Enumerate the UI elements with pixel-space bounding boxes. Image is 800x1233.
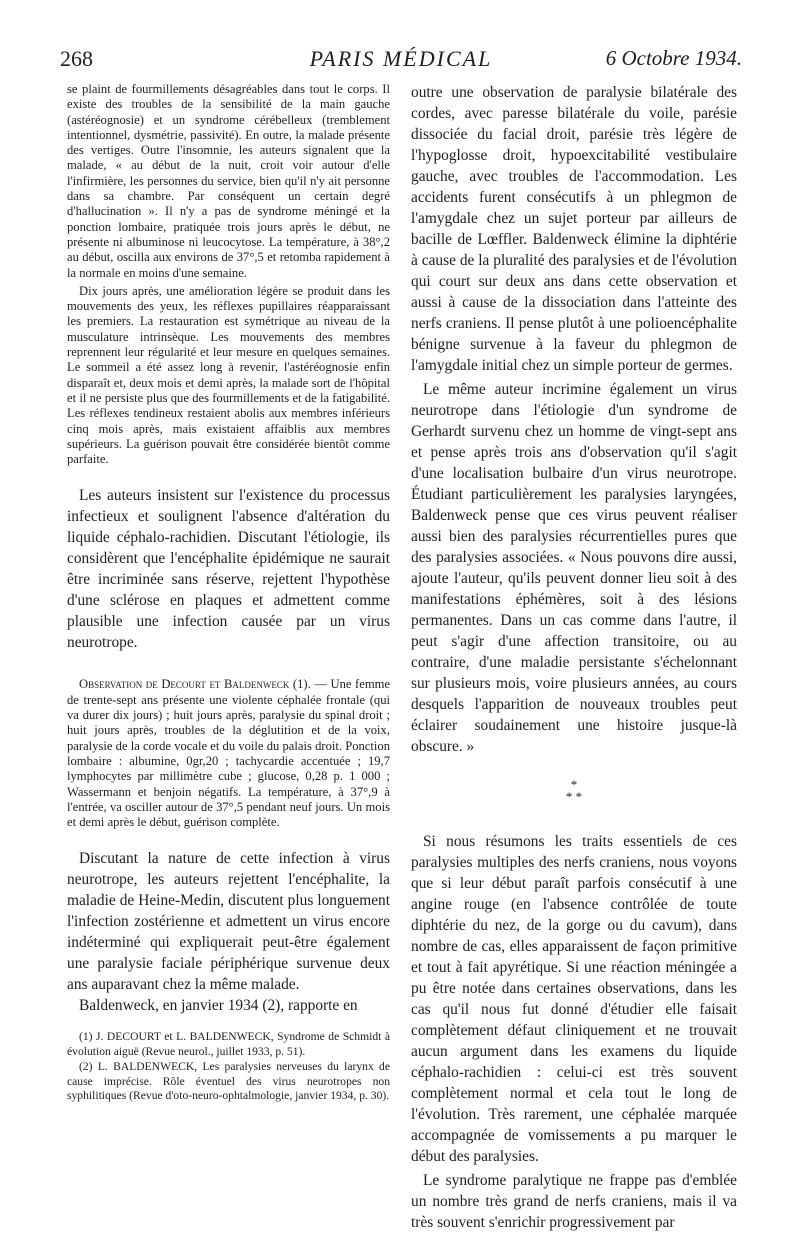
- case-continuation-paragraph: se plaint de fourmillements désagréables dans tout le corps. Il existe des troubles de la sensibilité de la main gauche (astéréognosie) et un syndrome cérébelleux (tremblement intentionnel, dysmétrie, passivité). En outre, la malade présente des vertiges. Outre l'insomnie, les auteurs signalent que la malade, « au début de la nuit, croit voir autour d'elle l'infirmière, les personnes du service, bien qu'il n'y ait personne dans sa chambre. Par conséquent un certain degré d'hallucination ». Il n'y a pas de syndrome méningé et la ponction lombaire, pratiquée trois jours après le début, ne présente ni albuminose ni leucocytose. La température, à 38°,2 au début, oscilla aux environs de 37°,5 et retomba rapidement à la normale en moins d'une semaine.: [67, 82, 390, 280]
- page-number: 268: [60, 46, 93, 71]
- observation-body: — Une femme de trente-sept ans présente une violente céphalée frontale (qui va durer dix jours) ; huit jours après, paralysie du spinal droit ; huit jours après, troubles de la déglutition et de la voix, paralysie de la corde vocale et du voile du palais droit. Ponction lombaire : albumine, 0gr,20 ; tachycardie accentuée ; 19,7 lymphocytes par millimètre cube ; glucose, 0,28 p. 1 000 ; Wassermann et benjoin négatifs. La température, à 37°,9 à l'entrée, va osciller autour de 37°,5 pendant neuf jours. Un mois et demi après le début, guérison complète.: [67, 677, 390, 830]
- paralytic-syndrome-paragraph: Le syndrome paralytique ne frappe pas d'emblée un nombre très grand de nerfs craniens, mais il va très souvent s'enrichir progressivement par: [411, 1172, 737, 1231]
- baldenweck-observation-paragraph: outre une observation de paralysie bilatérale des cordes, avec paresse bilatérale du voile, parésie dissociée du facial droit, parésie très légère de l'hypoglosse droit, hypoexcitabilité vestibulaire gauche, avec troubles de l'accommodation. Les accidents furent consécutifs à un phlegmon de l'amygdale chez un sujet porteur par ailleurs de bacille de Lœffler. Baldenweck élimine la diphtérie à cause de la pluralité des paralysies et de l'évolution qui court sur deux ans dans cette observation et aussi à cause de la dissociation dans l'atteinte des nerfs craniens. Il pense plutôt à une polioencéphalite bénigne survenue à la faveur du phlegmon de l'amygdale initial chez un simple porteur de germes.: [411, 84, 737, 374]
- case-evolution-paragraph: Dix jours après, une amélioration légère se produit dans les mouvements des yeux, les réflexes pupillaires réapparaissant les premiers. La restauration est symétrique au niveau de la musculature intrinsèque. Les mouvements des membres reprennent leur régularité et leur mesure en quelques semaines. Le sommeil a été assez long à revenir, l'astéréognosie enfin disparaît et, deux mois et demi après, la malade sort de l'hôpital et il ne persiste plus que des fourmillements et de la fatigabilité. Les réflexes tendineux restaient abolis aux membres inférieurs cinq mois après, mais existaient affaiblis aux membres supérieurs. La guérison pouvait être considérée bientôt comme parfaite.: [67, 283, 390, 467]
- summary-paragraph: Si nous résumons les traits essentiels de ces paralysies multiples des nerfs craniens, nous voyons que si leur début paraît parfois consécutif à une angine rouge (en l'absence contrôlée de toute diphtérie du nez, de la gorge ou du cavum), dans nombre de cas, elles apparaissent de façon primitive et tout à fait apyrétique. Si une réaction méningée a pu être notée dans certaines observations, dans les cas qu'il nous fut donné d'étudier elle faisait complètement défaut cliniquement et ne trouvait aucun argument dans les examens du liquide céphalo-rachidien : celui-ci est très souvent complètement normal et cela tout le long de l'évolution. Très rarement, une céphalée marquée accompagnée de vomissements a pu marquer le début des paralysies.: [411, 833, 737, 1165]
- asterism-top: *: [570, 777, 578, 792]
- asterism-bottom: * *: [565, 789, 583, 804]
- virus-discussion-paragraph: Discutant la nature de cette infection à virus neurotrope, les auteurs rejettent l'encéphalite, la maladie de Heine-Medin, discutent plus longuement l'infection zostérienne et admettent un virus encore indéterminé qui expliquerait peut-être également une paralysie faciale périphérique survenue deux ans auparavant chez la même malade.: [67, 850, 390, 994]
- observation-paragraph: [67, 677, 390, 830]
- running-head: [60, 46, 742, 76]
- right-column: [411, 82, 737, 1233]
- gerhardt-syndrome-paragraph: Le même auteur incrimine également un virus neurotrope dans l'étiologie d'un syndrome de Gerhardt survenu chez un homme de vingt-sept ans et pense après trois ans d'observation qu'il s'agit d'une localisation bulbaire d'un virus neurotrope. Étudiant particulièrement les paralysies laryngées, Baldenweck pense que ces virus peuvent réaliser aussi bien des paralysies récurrentielles pures que des paralysies associées. « Nous pouvons dire aussi, ajoute l'auteur, qu'ils peuvent donner lieu soit à des manifestations éphémères, soit à des lésions permanentes. Dans un cas comme dans l'autre, il peut s'agir d'une affection transitoire, ou au contraire, d'une maladie persistante s'échelonnant sur plusieurs mois, voire plusieurs années, au cours desquels l'apparition de nouveaux troubles peut éclairer soudainement une histoire jusque-là obscure. »: [411, 381, 737, 755]
- left-column: [67, 82, 390, 1103]
- footnote-2: (2) L. BALDENWECK, Les paralysies nerveuses du larynx de cause imprécise. Rôle éventuel des virus neurotropes non syphilitiques (Revue d'oto-neuro-ophtalmologie, janvier 1934, p. 30).: [67, 1060, 390, 1103]
- baldenweck-intro-paragraph: Baldenweck, en janvier 1934 (2), rapporte en: [79, 997, 358, 1015]
- issue-date: 6 Octobre 1934.: [605, 46, 742, 70]
- observation-title: Observation de Decourt et Baldenweck (1).: [79, 677, 311, 692]
- footnote-1: (1) J. DECOURT et L. BALDENWECK, Syndrome de Schmidt à évolution aiguë (Revue neurol., juillet 1933, p. 51).: [67, 1030, 390, 1058]
- journal-title: PARIS MÉDICAL: [309, 46, 493, 71]
- authors-discussion-paragraph: Les auteurs insistent sur l'existence du processus infectieux et soulignent l'absence d'altération du liquide céphalo-rachidien. Discutant l'étiologie, ils considèrent que l'encéphalite épidémique ne saurait être incriminée sans réserve, rejettent l'hypothèse d'une sclérose en plaques et admettent comme plausible une infection causée par un virus neurotrope.: [67, 487, 390, 652]
- section-asterism: [411, 779, 737, 803]
